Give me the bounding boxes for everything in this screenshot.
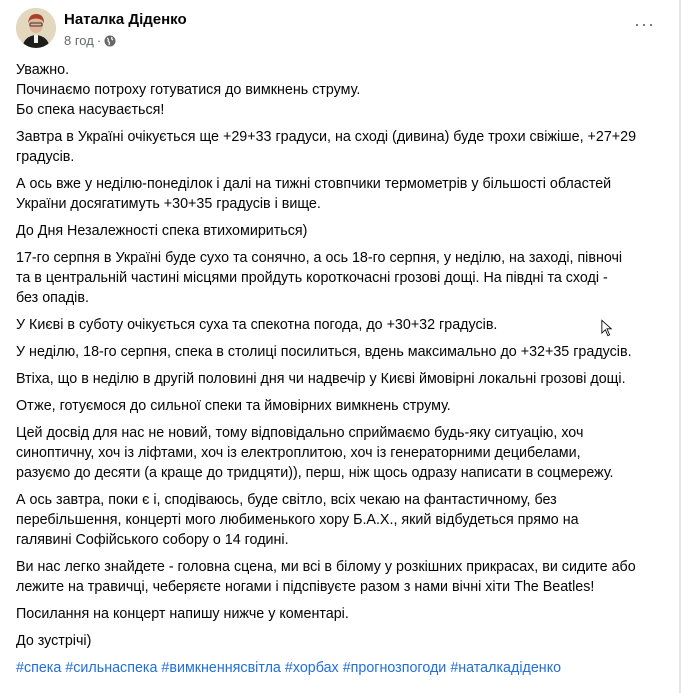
- post-paragraph: [16, 631, 666, 651]
- text-line: До зустрічі): [16, 633, 92, 649]
- post-paragraph: [16, 369, 666, 389]
- hashtag-link[interactable]: #наталкадіденко: [450, 660, 562, 676]
- text-line: перебільшення, концерті мого любименького хору Б.А.Х., який відбудеться прямо на: [16, 512, 579, 528]
- author-name[interactable]: Наталка Діденко: [64, 11, 187, 28]
- hashtag-link[interactable]: #вимкненнясвітла: [161, 660, 281, 676]
- post-paragraph: [16, 174, 666, 214]
- post-paragraph: [16, 423, 666, 483]
- more-options-button[interactable]: ···: [634, 14, 655, 34]
- post-paragraph: [16, 248, 666, 308]
- post-meta: [64, 33, 116, 48]
- post-time[interactable]: 8 год: [64, 33, 94, 48]
- post-text: [16, 60, 666, 685]
- post-paragraph: [16, 342, 666, 362]
- text-line: синоптичну, хоч із ліфтами, хоч із електроплитою, хоч із генераторними децибелами,: [16, 445, 581, 461]
- text-line: разуємо до десяти (а краще до тридцяти)), перш, ніж щось одразу написати в соцмережу.: [16, 465, 614, 481]
- text-line: Ви нас легко знайдете - головна сцена, ми всі в білому у розкішних прикрасах, ви сидите або: [16, 559, 636, 575]
- meta-separator: ·: [96, 33, 102, 48]
- text-line: та в центральній частині місцями пройдуть короткочасні грозові дощі. На півдні та сході -: [16, 270, 608, 286]
- text-line: А ось завтра, поки є і, сподіваюсь, буде світло, всіх чекаю на фантастичному, без: [16, 492, 557, 508]
- text-line: 17-го серпня в Україні буде сухо та сонячно, а ось 18-го серпня, у неділю, на заході, півночі: [16, 250, 623, 266]
- text-line: Посилання на концерт напишу нижче у коментарі.: [16, 606, 349, 622]
- text-line: А ось вже у неділю-понеділок і далі на тижні стовпчики термометрів у більшості областей: [16, 176, 612, 192]
- text-line: Починаємо потроху готуватися до вимкнень струму.: [16, 82, 361, 98]
- text-line: У неділю, 18-го серпня, спека в столиці посилиться, вдень максимально до +32+35 градусів.: [16, 344, 632, 360]
- post-paragraph: [16, 490, 666, 550]
- avatar-image: [16, 8, 56, 48]
- text-line: лежите на травичці, чеберяєте ногами і підспівуєте разом з нами вічні хіти The Beatles!: [16, 579, 595, 595]
- globe-icon: [104, 35, 116, 47]
- text-line: Цей досвід для нас не новий, тому відповідально сприймаємо будь-яку ситуацію, хоч: [16, 425, 584, 441]
- hashtag-link[interactable]: #спека: [16, 660, 62, 676]
- hashtag-link[interactable]: #прогнозпогоди: [342, 660, 447, 676]
- text-line: У Києві в суботу очікується суха та спекотна погода, до +30+32 градусів.: [16, 317, 498, 333]
- post-paragraph: [16, 60, 666, 120]
- text-line: Втіха, що в неділю в другій половині дня чи надвечір у Києві ймовірні локальні грозові дощі.: [16, 371, 626, 387]
- post-paragraph: [16, 604, 666, 624]
- text-line: без опадів.: [16, 290, 89, 306]
- text-line: України досягатимуть +30+35 градусів і вище.: [16, 196, 321, 212]
- text-line: Бо спека насувається!: [16, 102, 165, 118]
- text-line: Отже, готуємося до сильної спеки та ймовірних вимкнень струму.: [16, 398, 451, 414]
- text-line: Уважно.: [16, 62, 70, 78]
- text-line: До Дня Незалежності спека втихомириться): [16, 223, 308, 239]
- hashtags: [16, 658, 666, 678]
- text-line: градусів.: [16, 149, 75, 165]
- hashtag-link[interactable]: #сильнаспека: [65, 660, 158, 676]
- post-paragraph: [16, 127, 666, 167]
- post-paragraph: [16, 221, 666, 241]
- post-paragraph: [16, 396, 666, 416]
- post-paragraph: [16, 315, 666, 335]
- hashtag-link[interactable]: #хорбах: [284, 660, 339, 676]
- author-avatar[interactable]: [16, 8, 56, 48]
- text-line: Завтра в Україні очікується ще +29+33 градуси, на сході (дивина) буде трохи свіжіше, +27+29: [16, 129, 637, 145]
- mouse-cursor-icon: [601, 319, 613, 337]
- text-line: галявині Софійського собору о 14 годині.: [16, 532, 289, 548]
- post-paragraph: [16, 557, 666, 597]
